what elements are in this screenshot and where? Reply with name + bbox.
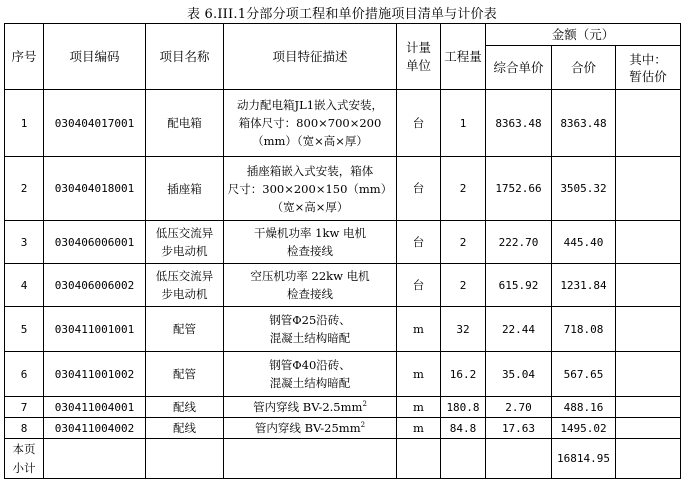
cell-total: 445.40 (552, 221, 616, 264)
subtotal-unit (397, 439, 441, 479)
cell-name-line: 配电箱 (167, 116, 202, 130)
table-row (5, 221, 681, 264)
cell-code: 030411004002 (44, 418, 146, 439)
cell-estimate (616, 221, 681, 264)
cell-estimate (616, 352, 681, 397)
cell-desc-text: 管内穿线 BV-2.5mm (253, 400, 363, 414)
cell-name-line: 配管 (173, 322, 196, 336)
cell-desc-line: 混凝土结构暗配 (269, 331, 351, 345)
cell-qty: 2 (441, 221, 486, 264)
cell-code: 030404017001 (44, 90, 146, 157)
subtotal-total: 16814.95 (552, 439, 616, 479)
header-seq: 序号 (5, 24, 44, 90)
cell-name-line: 步电动机 (161, 287, 208, 301)
subtotal-desc (224, 439, 397, 479)
cell-desc (224, 90, 397, 157)
cell-unit: 台 (397, 221, 441, 264)
cell-unit: m (397, 352, 441, 397)
cell-name (146, 264, 224, 307)
cell-estimate (616, 264, 681, 307)
cell-desc-line: 钢管Φ25沿砖、 (269, 313, 351, 327)
cell-seq: 5 (5, 307, 44, 352)
cell-total: 1231.84 (552, 264, 616, 307)
cell-code: 030411004001 (44, 397, 146, 418)
cell-unit: m (397, 307, 441, 352)
cell-name-line: 配线 (173, 400, 196, 414)
cell-unit: 台 (397, 90, 441, 157)
subtotal-unit-price (486, 439, 552, 479)
cell-name (146, 418, 224, 439)
table-title: 表 6.III.1分部分项工程和单价措施项目清单与计价表 (187, 7, 497, 22)
cell-total: 488.16 (552, 397, 616, 418)
subtotal-row (5, 439, 681, 479)
cell-code: 030411001002 (44, 352, 146, 397)
cell-desc-line: 干燥机功率 1kw 电机 (254, 226, 366, 240)
cell-name (146, 352, 224, 397)
bill-of-quantities-table (4, 23, 681, 479)
cell-estimate (616, 90, 681, 157)
cell-name-line: 低压交流异 (155, 269, 214, 283)
cell-seq: 4 (5, 264, 44, 307)
cell-desc-line: 动力配电箱JL1嵌入式安装， (236, 98, 384, 112)
cell-name-line: 配线 (173, 421, 196, 435)
cell-code: 030404018001 (44, 157, 146, 221)
header-amount: 金额（元） (486, 24, 681, 46)
cell-name (146, 397, 224, 418)
cell-desc-line: （mm）（宽×高×厚） (252, 134, 368, 148)
subtotal-label-line: 小计 (12, 460, 36, 475)
header-desc: 项目特征描述 (224, 24, 397, 90)
cell-seq: 3 (5, 221, 44, 264)
cell-desc-line: 检查接线 (287, 287, 333, 301)
cell-qty: 2 (441, 264, 486, 307)
cell-name-line: 低压交流异 (155, 226, 214, 240)
table-row (5, 397, 681, 418)
cell-desc (224, 352, 397, 397)
cell-estimate (616, 157, 681, 221)
table-row (5, 352, 681, 397)
cell-code: 030406006001 (44, 221, 146, 264)
cell-desc-line (225, 419, 395, 437)
cell-seq: 2 (5, 157, 44, 221)
header-total: 合价 (552, 46, 616, 90)
cell-desc-line: 混凝土结构暗配 (269, 376, 351, 390)
cell-unit: 台 (397, 157, 441, 221)
subtotal-qty (441, 439, 486, 479)
cell-estimate (616, 307, 681, 352)
header-estimate (616, 46, 681, 90)
cell-unit-price: 222.70 (486, 221, 552, 264)
cell-total: 3505.32 (552, 157, 616, 221)
cell-estimate (616, 397, 681, 418)
cell-name (146, 157, 224, 221)
table-row (5, 90, 681, 157)
cell-qty: 2 (441, 157, 486, 221)
cell-seq: 1 (5, 90, 44, 157)
cell-name-line: 插座箱 (167, 181, 202, 196)
table-row (5, 157, 681, 221)
header-unit-line2: 单位 (405, 57, 431, 73)
header-unit-line1: 计量 (405, 39, 431, 55)
cell-unit-price: 8363.48 (486, 90, 552, 157)
subtotal-label-line: 本页 (12, 441, 36, 456)
cell-desc-line: 空压机功率 22kw 电机 (250, 269, 370, 283)
cell-desc-line (225, 398, 395, 416)
cell-unit-price: 1752.66 (486, 157, 552, 221)
header-name: 项目名称 (146, 24, 224, 90)
cell-unit: m (397, 418, 441, 439)
cell-desc (224, 221, 397, 264)
cell-total: 1495.02 (552, 418, 616, 439)
cell-qty: 180.8 (441, 397, 486, 418)
cell-name (146, 90, 224, 157)
cell-desc-line: 插座箱嵌入式安装，箱体 (246, 163, 374, 178)
cell-desc (224, 264, 397, 307)
cell-name-line: 配管 (173, 367, 196, 381)
header-unit-price: 综合单价 (486, 46, 552, 90)
cell-desc (224, 418, 397, 439)
subtotal-label (5, 439, 44, 479)
cell-desc (224, 307, 397, 352)
cell-qty: 84.8 (441, 418, 486, 439)
cell-unit-price: 615.92 (486, 264, 552, 307)
cell-unit-price: 2.70 (486, 397, 552, 418)
cell-estimate (616, 418, 681, 439)
cell-total: 567.65 (552, 352, 616, 397)
subtotal-code (44, 439, 146, 479)
cell-desc-superscript: 2 (360, 421, 366, 430)
header-unit (397, 24, 441, 90)
cell-qty: 1 (441, 90, 486, 157)
cell-seq: 8 (5, 418, 44, 439)
cell-unit-price: 35.04 (486, 352, 552, 397)
table-row (5, 307, 681, 352)
header-estimate-line1: 其中： (629, 51, 667, 67)
table-row (5, 264, 681, 307)
cell-qty: 16.2 (441, 352, 486, 397)
cell-desc-line: 尺寸：300×200×150（mm） (227, 181, 393, 196)
cell-name (146, 221, 224, 264)
cell-total: 8363.48 (552, 90, 616, 157)
header-code: 项目编码 (44, 24, 146, 90)
cell-desc-line: （宽×高×厚） (271, 199, 349, 214)
cell-desc-superscript: 2 (362, 400, 367, 409)
cell-desc (224, 157, 397, 221)
cell-desc (224, 397, 397, 418)
subtotal-name (146, 439, 224, 479)
cell-total: 718.08 (552, 307, 616, 352)
cell-seq: 7 (5, 397, 44, 418)
cell-name (146, 307, 224, 352)
cell-seq: 6 (5, 352, 44, 397)
cell-code: 030406006002 (44, 264, 146, 307)
cell-unit-price: 17.63 (486, 418, 552, 439)
cell-desc-text: 管内穿线 BV-25mm (254, 421, 361, 435)
header-row-1 (5, 24, 681, 46)
cell-code: 030411001001 (44, 307, 146, 352)
cell-desc-line: 检查接线 (287, 244, 333, 258)
cell-qty: 32 (441, 307, 486, 352)
cell-name-line: 步电动机 (161, 244, 208, 258)
cell-desc-line: 钢管Φ40沿砖、 (269, 358, 351, 372)
cell-unit: 台 (397, 264, 441, 307)
cell-desc-line: 箱体尺寸：800×700×200 (238, 116, 382, 130)
subtotal-estimate (616, 439, 681, 479)
table-row (5, 418, 681, 439)
cell-unit-price: 22.44 (486, 307, 552, 352)
header-estimate-line2: 暂估价 (629, 68, 667, 84)
header-qty: 工程量 (441, 24, 486, 90)
cell-unit: m (397, 397, 441, 418)
